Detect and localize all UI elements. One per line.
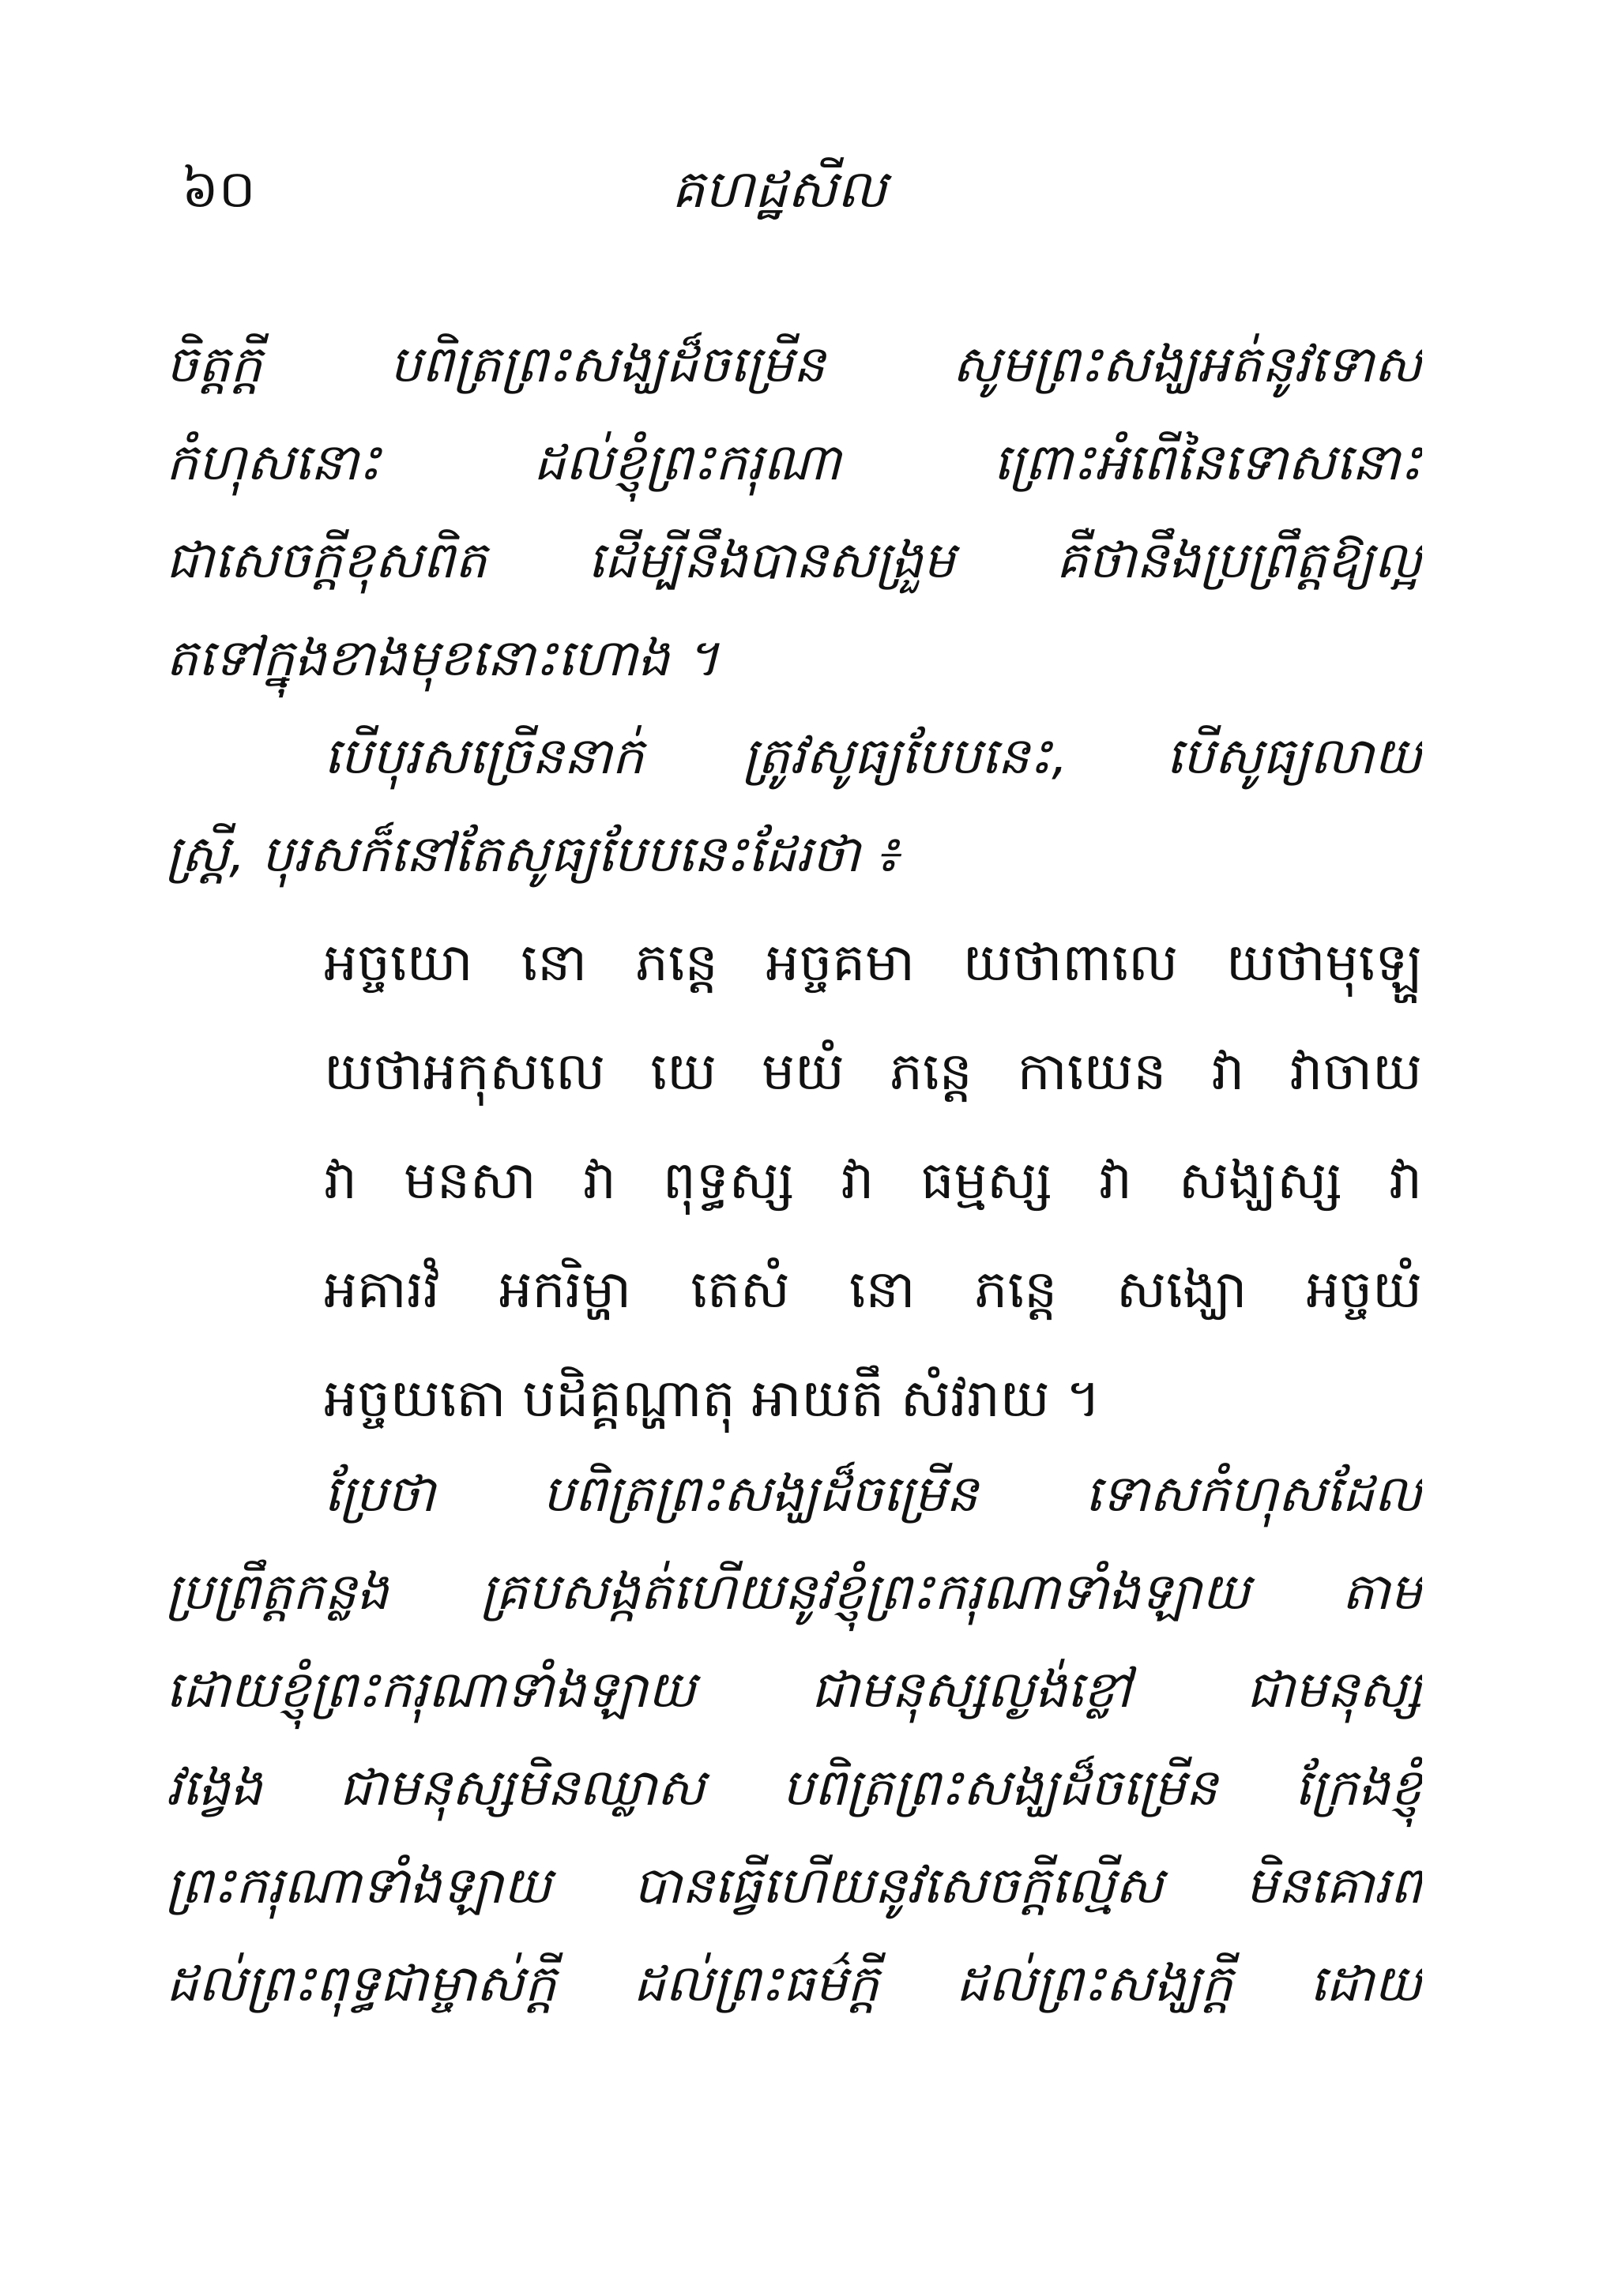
paragraph-2-first (324, 708, 1422, 806)
paragraph-line: ដល់ព្រះពុទ្ធជាម្ចាស់ក្តី ដល់ព្រះធម៌ក្តី ដល់ព្រះសង្ឃក្តី ដោយ (166, 1955, 1422, 2013)
paragraph-line: ដោយខ្ញុំព្រះករុណាទាំងឡាយ ជាមនុស្សល្ងង់ខ្លៅ ជាមនុស្ស (166, 1661, 1422, 1719)
verse-line: អគារវំ អករិម្ហា តេសំ នោ ភន្តេ សង្ឃោ អច្ចយំ (324, 1259, 1422, 1320)
paragraph-line: ប្រព្រឹត្តកន្លង គ្របសង្កត់ហើយនូវខ្ញុំព្រះករុណាទាំងឡាយ តាម (166, 1563, 1422, 1621)
paragraph-line: ព្រះករុណាទាំងឡាយ បានធ្វើហើយនូវសេចក្តីល្មើស មិនគោរព (166, 1857, 1422, 1915)
paragraph-line: ជាសេចក្តីខុសពិត ដើម្បីនឹងបានសង្រួម គឺថានឹងប្រព្រឹត្តឱ្យល្អ (166, 532, 1422, 590)
page-header (182, 150, 1446, 237)
paragraph-line: បើបុរសច្រើននាក់ ត្រូវសូធ្យបែបនេះ, បើសូធ្យលាយ (324, 727, 1422, 786)
running-title: គហដ្ឋសីល (672, 159, 887, 220)
page-number: ៦០ (182, 159, 256, 220)
verse-line: វា មនសា វា ពុទ្ធស្ស វា ធម្មស្ស វា សង្ឃស្ស វា (324, 1150, 1422, 1211)
paragraph-line: ចិត្តក្តី បពិត្រព្រះសង្ឃដ៏ចម្រើន សូមព្រះសង្ឃអត់នូវទោស (166, 336, 1422, 394)
verse-line: អច្ចយតោ បដិគ្គណ្ហាតុ អាយតឹ សំវរាយ ។ (324, 1368, 1101, 1429)
paragraph-3-rest (166, 1543, 1422, 2033)
paragraph-line: កំហុសនោះ ដល់ខ្ញុំព្រះករុណា ព្រោះអំពើនៃទោសនោះ (166, 434, 1422, 492)
pali-verse (324, 908, 1422, 1453)
paragraph-line: តទៅក្នុងខាងមុខនោះហោង ។ (166, 629, 720, 688)
paragraph-3-first (324, 1445, 1422, 1543)
paragraph-line: ប្រែថា បពិត្រព្រះសង្ឃដ៏ចម្រើន ទោសកំហុសដែល (324, 1465, 1422, 1524)
paragraph-1 (166, 316, 1422, 708)
paragraph-line: ស្ត្រី, បុរសក៏នៅតែសូធ្យបែបនេះដែរថា ៖ (166, 825, 899, 884)
paragraph-line: វង្វេង ជាមនុស្សមិនឈ្លាស បពិត្រព្រះសង្ឃដ៏ចម្រើន ក្រែងខ្ញុំ (166, 1759, 1422, 1817)
verse-line: អច្ចយោ នោ ភន្តេ អច្ចគមា យថាពាលេ យថាមុឡ្ហេ (324, 932, 1422, 993)
verse-line: យថាអកុសលេ យេ មយំ ភន្តេ កាយេន វា វាចាយ (324, 1041, 1422, 1102)
paragraph-2-rest (166, 806, 1422, 904)
